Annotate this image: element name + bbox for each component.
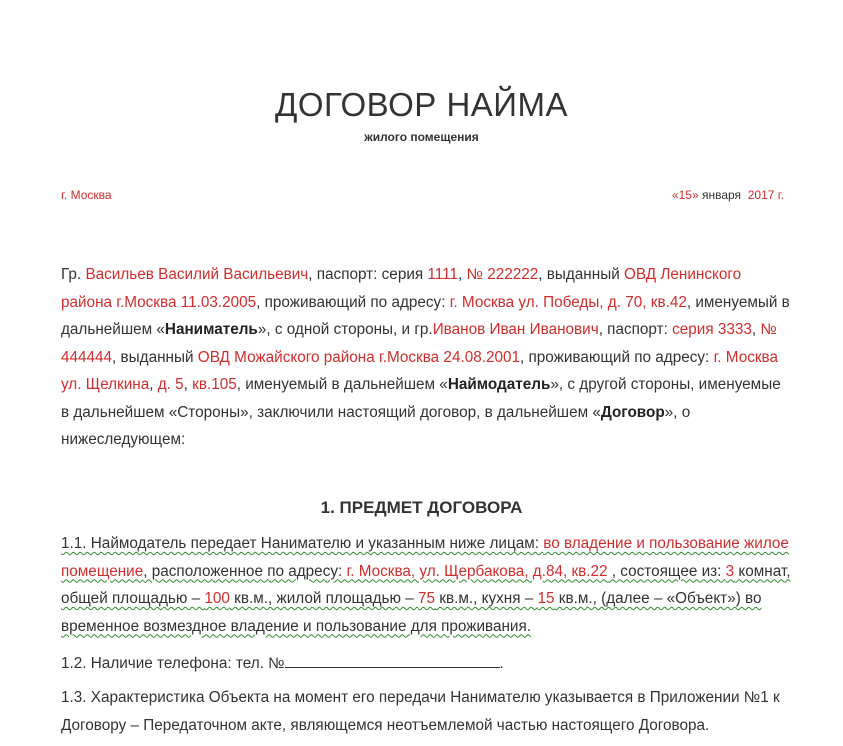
clause-text: кв.м., (далее – «Объект») во временное возмездное владение и пользование для проживания. bbox=[61, 590, 762, 635]
landlord-street: г. Москва ул. Щелкина bbox=[61, 348, 778, 393]
intro-text: , bbox=[149, 376, 158, 393]
object-address: г. Москва, ул. Щербакова, д.84, кв.22 bbox=[346, 562, 608, 580]
intro-paragraph bbox=[61, 261, 791, 454]
date-month: января bbox=[698, 188, 742, 202]
intro-text: , выданный bbox=[538, 266, 624, 283]
tenant-passport-number: № 222222 bbox=[466, 266, 539, 283]
document-title: ДОГОВОР НАЙМА bbox=[274, 86, 569, 123]
landlord-passport-series: серия 3333 bbox=[672, 321, 752, 338]
landlord-name: Иванов Иван Иванович bbox=[432, 321, 599, 338]
clause-text: , расположенное по адресу: bbox=[143, 562, 347, 580]
landlord-passport-number: № 444444 bbox=[61, 321, 777, 366]
intro-text: , проживающий по адресу: bbox=[256, 293, 450, 311]
tenant-name: Васильев Василий Васильевич bbox=[85, 266, 309, 283]
clause-1-2 bbox=[61, 650, 791, 678]
clause-text: комнат, общей площадью – bbox=[61, 562, 791, 607]
intro-text: , паспорт: серия bbox=[308, 266, 428, 283]
clause-text: 1.1. Наймодатель передает Нанимателю и указанным ниже лицам: bbox=[61, 535, 544, 552]
intro-text: , именуемый в дальнейшем « bbox=[61, 293, 790, 338]
intro-text: », с одной стороны, и гр. bbox=[257, 321, 433, 338]
document-subtitle: жилого помещения bbox=[364, 130, 479, 144]
date-day: «15» bbox=[671, 188, 699, 202]
landlord-passport-issuer: ОВД Можайского района г.Москва 24.08.2001 bbox=[197, 348, 520, 366]
tenant-passport-series: 1111 bbox=[427, 266, 459, 283]
date-year: 2017 г. bbox=[747, 188, 784, 202]
clause-highlight: во владение и пользование жилое помещение bbox=[61, 535, 789, 580]
landlord-apartment: кв.105 bbox=[192, 376, 237, 393]
clause-text: , состоящее из: bbox=[607, 562, 726, 580]
intro-text: , выданный bbox=[112, 348, 198, 366]
total-area: 100 bbox=[204, 590, 230, 607]
intro-text: Гр. bbox=[61, 266, 86, 283]
intro-text: », о нижеследующем: bbox=[61, 403, 691, 448]
phone-blank-line bbox=[285, 653, 500, 668]
intro-text: , именуемый в дальнейшем « bbox=[236, 376, 448, 393]
intro-text: , паспорт: bbox=[598, 321, 673, 338]
landlord-role: Наймодатель bbox=[447, 376, 551, 393]
tenant-address: г. Москва ул. Победы, д. 70, кв.42 bbox=[449, 293, 687, 311]
clause-text: кв.м., кухня – bbox=[435, 590, 538, 607]
intro-text: », с другой стороны, именуемые в дальнейшем «Стороны», заключили настоящий договор, в дальнейшем « bbox=[61, 376, 781, 421]
intro-text: , bbox=[751, 321, 761, 338]
tenant-role: Наниматель bbox=[164, 321, 258, 338]
clause-text: кв.м., жилой площадью – bbox=[229, 590, 418, 607]
contract-term: Договор bbox=[600, 403, 665, 421]
living-area: 75 bbox=[418, 590, 436, 607]
kitchen-area: 15 bbox=[537, 590, 555, 607]
clause-1-3: 1.3. Характеристика Объекта на момент его передачи Нанимателю указывается в Приложении №1 к Договору – Передаточном акте, являющемся неотъемлемой частью настоящего Договора. bbox=[61, 689, 780, 734]
section-heading: 1. ПРЕДМЕТ ДОГОВОРА bbox=[320, 498, 523, 517]
clause-1-1 bbox=[61, 530, 791, 640]
intro-text: , bbox=[183, 376, 193, 393]
landlord-house: д. 5 bbox=[157, 376, 184, 393]
intro-text: , проживающий по адресу: bbox=[520, 348, 714, 366]
clause-text: . bbox=[499, 655, 504, 672]
tenant-passport-issuer: ОВД Ленинского района г.Москва 11.03.2005 bbox=[61, 266, 742, 311]
contract-city: г. Москва bbox=[61, 188, 112, 202]
rooms-count: 3 bbox=[725, 562, 735, 580]
intro-text: , bbox=[458, 266, 467, 283]
clause-text: 1.2. Наличие телефона: тел. № bbox=[61, 655, 285, 672]
contract-date bbox=[672, 188, 784, 202]
